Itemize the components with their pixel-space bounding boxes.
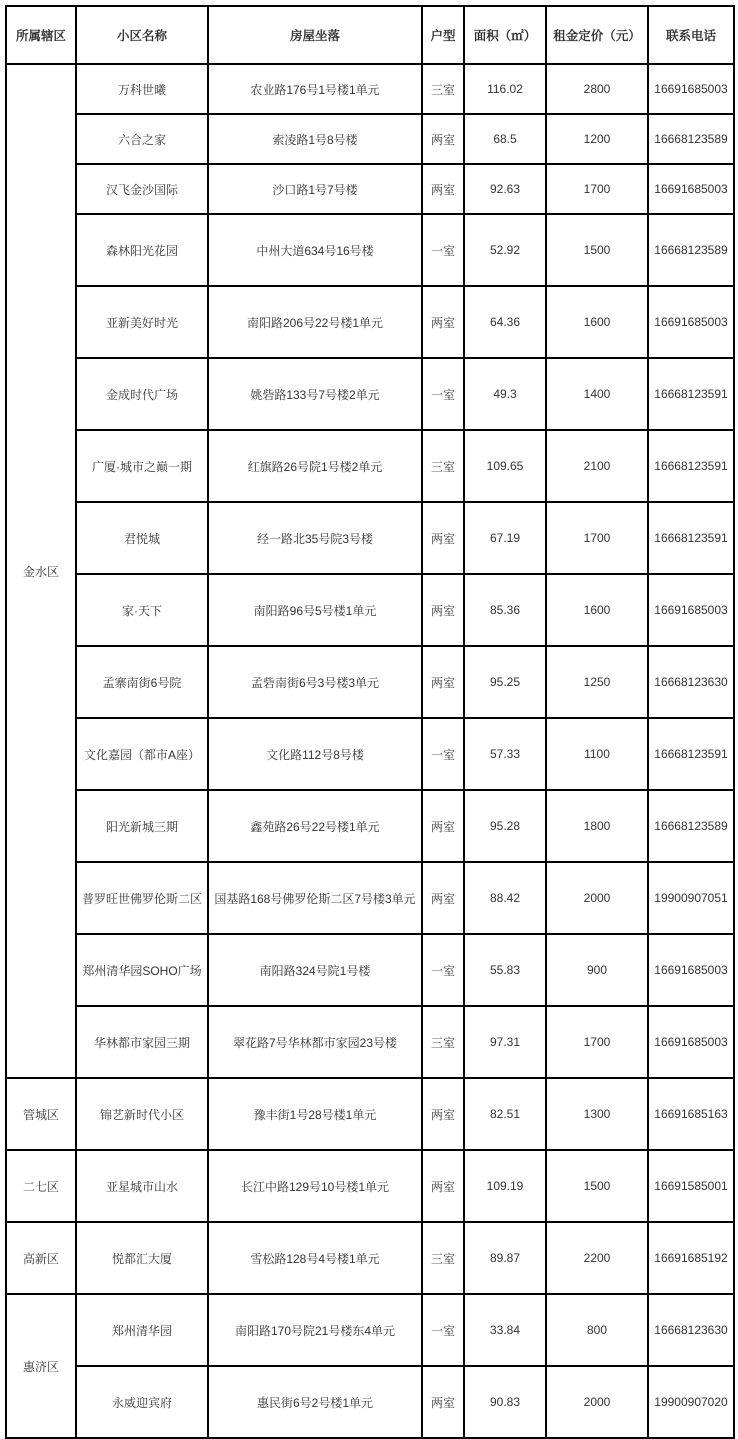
table-row — [6, 646, 734, 718]
phone-cell: 16691685003 — [648, 164, 734, 214]
community-cell: 六合之家 — [76, 114, 208, 164]
table-header — [6, 6, 734, 64]
layout-cell: 三室 — [422, 1222, 464, 1294]
area-cell: 95.25 — [464, 646, 546, 718]
rent-cell: 900 — [546, 934, 648, 1006]
layout-cell: 两室 — [422, 502, 464, 574]
address-cell: 雪松路128号4号楼1单元 — [208, 1222, 422, 1294]
phone-cell: 19900907020 — [648, 1366, 734, 1438]
area-cell: 95.28 — [464, 790, 546, 862]
table-row — [6, 164, 734, 214]
layout-cell: 两室 — [422, 574, 464, 646]
rent-cell: 2200 — [546, 1222, 648, 1294]
area-cell: 116.02 — [464, 64, 546, 114]
area-cell: 82.51 — [464, 1078, 546, 1150]
district-cell: 高新区 — [6, 1222, 76, 1294]
header-cell-layout: 户型 — [422, 6, 464, 64]
community-cell: 孟寨南街6号院 — [76, 646, 208, 718]
rental-listing-table — [5, 5, 735, 1439]
phone-cell: 16691685003 — [648, 934, 734, 1006]
area-cell: 109.19 — [464, 1150, 546, 1222]
community-cell: 华林都市家园三期 — [76, 1006, 208, 1078]
community-cell: 阳光新城三期 — [76, 790, 208, 862]
table-row — [6, 114, 734, 164]
table-body — [6, 64, 734, 1438]
header-cell-address: 房屋坐落 — [208, 6, 422, 64]
layout-cell: 两室 — [422, 1366, 464, 1438]
layout-cell: 两室 — [422, 164, 464, 214]
layout-cell: 三室 — [422, 1006, 464, 1078]
table-row — [6, 430, 734, 502]
address-cell: 沙口路1号7号楼 — [208, 164, 422, 214]
area-cell: 97.31 — [464, 1006, 546, 1078]
phone-cell: 16691685163 — [648, 1078, 734, 1150]
area-cell: 85.36 — [464, 574, 546, 646]
area-cell: 57.33 — [464, 718, 546, 790]
table-row — [6, 502, 734, 574]
phone-cell: 16668123591 — [648, 430, 734, 502]
table-row — [6, 862, 734, 934]
table-row — [6, 1078, 734, 1150]
rent-cell: 2000 — [546, 862, 648, 934]
header-cell-community: 小区名称 — [76, 6, 208, 64]
rent-cell: 800 — [546, 1294, 648, 1366]
header-cell-district: 所属辖区 — [6, 6, 76, 64]
table-row — [6, 286, 734, 358]
rent-cell: 1700 — [546, 164, 648, 214]
table-row — [6, 1006, 734, 1078]
layout-cell: 一室 — [422, 1294, 464, 1366]
address-cell: 南阳路206号22号楼1单元 — [208, 286, 422, 358]
rent-cell: 1200 — [546, 114, 648, 164]
area-cell: 49.3 — [464, 358, 546, 430]
address-cell: 国基路168号佛罗伦斯二区7号楼3单元 — [208, 862, 422, 934]
rent-cell: 1250 — [546, 646, 648, 718]
community-cell: 亚新美好时光 — [76, 286, 208, 358]
table-row — [6, 790, 734, 862]
phone-cell: 16668123589 — [648, 214, 734, 286]
rent-cell: 1700 — [546, 1006, 648, 1078]
layout-cell: 一室 — [422, 934, 464, 1006]
layout-cell: 两室 — [422, 646, 464, 718]
table-row — [6, 718, 734, 790]
phone-cell: 16668123630 — [648, 646, 734, 718]
layout-cell: 一室 — [422, 718, 464, 790]
rent-cell: 1500 — [546, 1150, 648, 1222]
area-cell: 88.42 — [464, 862, 546, 934]
phone-cell: 16691685003 — [648, 1006, 734, 1078]
table-row — [6, 358, 734, 430]
phone-cell: 16691685003 — [648, 574, 734, 646]
layout-cell: 两室 — [422, 790, 464, 862]
phone-cell: 16691585001 — [648, 1150, 734, 1222]
layout-cell: 两室 — [422, 862, 464, 934]
table-row — [6, 934, 734, 1006]
phone-cell: 19900907051 — [648, 862, 734, 934]
community-cell: 森林阳光花园 — [76, 214, 208, 286]
address-cell: 红旗路26号院1号楼2单元 — [208, 430, 422, 502]
phone-cell: 16668123589 — [648, 790, 734, 862]
address-cell: 豫丰街1号28号楼1单元 — [208, 1078, 422, 1150]
rent-cell: 1800 — [546, 790, 648, 862]
address-cell: 姚砦路133号7号楼2单元 — [208, 358, 422, 430]
community-cell: 万科世曦 — [76, 64, 208, 114]
phone-cell: 16691685003 — [648, 286, 734, 358]
table-row — [6, 574, 734, 646]
phone-cell: 16668123630 — [648, 1294, 734, 1366]
district-cell: 二七区 — [6, 1150, 76, 1222]
phone-cell: 16668123591 — [648, 502, 734, 574]
address-cell: 索凌路1号8号楼 — [208, 114, 422, 164]
area-cell: 109.65 — [464, 430, 546, 502]
community-cell: 锦艺新时代小区 — [76, 1078, 208, 1150]
layout-cell: 两室 — [422, 286, 464, 358]
address-cell: 农业路176号1号楼1单元 — [208, 64, 422, 114]
district-cell: 管城区 — [6, 1078, 76, 1150]
area-cell: 33.84 — [464, 1294, 546, 1366]
address-cell: 孟砦南街6号3号楼3单元 — [208, 646, 422, 718]
phone-cell: 16668123589 — [648, 114, 734, 164]
layout-cell: 三室 — [422, 64, 464, 114]
address-cell: 翠花路7号华林都市家园23号楼 — [208, 1006, 422, 1078]
header-row — [6, 6, 734, 64]
phone-cell: 16691685003 — [648, 64, 734, 114]
address-cell: 南阳路324号院1号楼 — [208, 934, 422, 1006]
header-cell-rent: 租金定价（元） — [546, 6, 648, 64]
rent-cell: 1600 — [546, 286, 648, 358]
community-cell: 永威迎宾府 — [76, 1366, 208, 1438]
area-cell: 68.5 — [464, 114, 546, 164]
address-cell: 南阳路96号5号楼1单元 — [208, 574, 422, 646]
community-cell: 郑州清华园 — [76, 1294, 208, 1366]
area-cell: 90.83 — [464, 1366, 546, 1438]
layout-cell: 一室 — [422, 358, 464, 430]
rent-cell: 1100 — [546, 718, 648, 790]
table-row — [6, 1294, 734, 1366]
district-cell: 金水区 — [6, 64, 76, 1078]
rent-cell: 2800 — [546, 64, 648, 114]
address-cell: 南阳路170号院21号楼东4单元 — [208, 1294, 422, 1366]
address-cell: 鑫苑路26号22号楼1单元 — [208, 790, 422, 862]
community-cell: 君悦城 — [76, 502, 208, 574]
community-cell: 悦都汇大厦 — [76, 1222, 208, 1294]
header-cell-phone: 联系电话 — [648, 6, 734, 64]
layout-cell: 两室 — [422, 1150, 464, 1222]
layout-cell: 三室 — [422, 430, 464, 502]
rent-cell: 1300 — [546, 1078, 648, 1150]
community-cell: 家·天下 — [76, 574, 208, 646]
area-cell: 55.83 — [464, 934, 546, 1006]
rent-cell: 1600 — [546, 574, 648, 646]
table-row — [6, 1222, 734, 1294]
community-cell: 普罗旺世佛罗伦斯二区 — [76, 862, 208, 934]
layout-cell: 两室 — [422, 1078, 464, 1150]
rent-cell: 1400 — [546, 358, 648, 430]
layout-cell: 一室 — [422, 214, 464, 286]
area-cell: 52.92 — [464, 214, 546, 286]
address-cell: 惠民街6号2号楼1单元 — [208, 1366, 422, 1438]
community-cell: 金成时代广场 — [76, 358, 208, 430]
community-cell: 文化嘉园（都市A座） — [76, 718, 208, 790]
rent-cell: 1500 — [546, 214, 648, 286]
phone-cell: 16691685192 — [648, 1222, 734, 1294]
rent-cell: 2000 — [546, 1366, 648, 1438]
community-cell: 郑州清华园SOHO广场 — [76, 934, 208, 1006]
table-row — [6, 1366, 734, 1438]
community-cell: 汉飞金沙国际 — [76, 164, 208, 214]
address-cell: 经一路北35号院3号楼 — [208, 502, 422, 574]
address-cell: 文化路112号8号楼 — [208, 718, 422, 790]
header-cell-area: 面积（㎡） — [464, 6, 546, 64]
community-cell: 亚星城市山水 — [76, 1150, 208, 1222]
address-cell: 中州大道634号16号楼 — [208, 214, 422, 286]
area-cell: 89.87 — [464, 1222, 546, 1294]
table-row — [6, 64, 734, 114]
phone-cell: 16668123591 — [648, 718, 734, 790]
community-cell: 广厦·城市之巅一期 — [76, 430, 208, 502]
table-row — [6, 1150, 734, 1222]
area-cell: 67.19 — [464, 502, 546, 574]
rent-cell: 2100 — [546, 430, 648, 502]
layout-cell: 两室 — [422, 114, 464, 164]
rent-cell: 1700 — [546, 502, 648, 574]
phone-cell: 16668123591 — [648, 358, 734, 430]
area-cell: 92.63 — [464, 164, 546, 214]
area-cell: 64.36 — [464, 286, 546, 358]
table-row — [6, 214, 734, 286]
address-cell: 长江中路129号10号楼1单元 — [208, 1150, 422, 1222]
district-cell: 惠济区 — [6, 1294, 76, 1438]
